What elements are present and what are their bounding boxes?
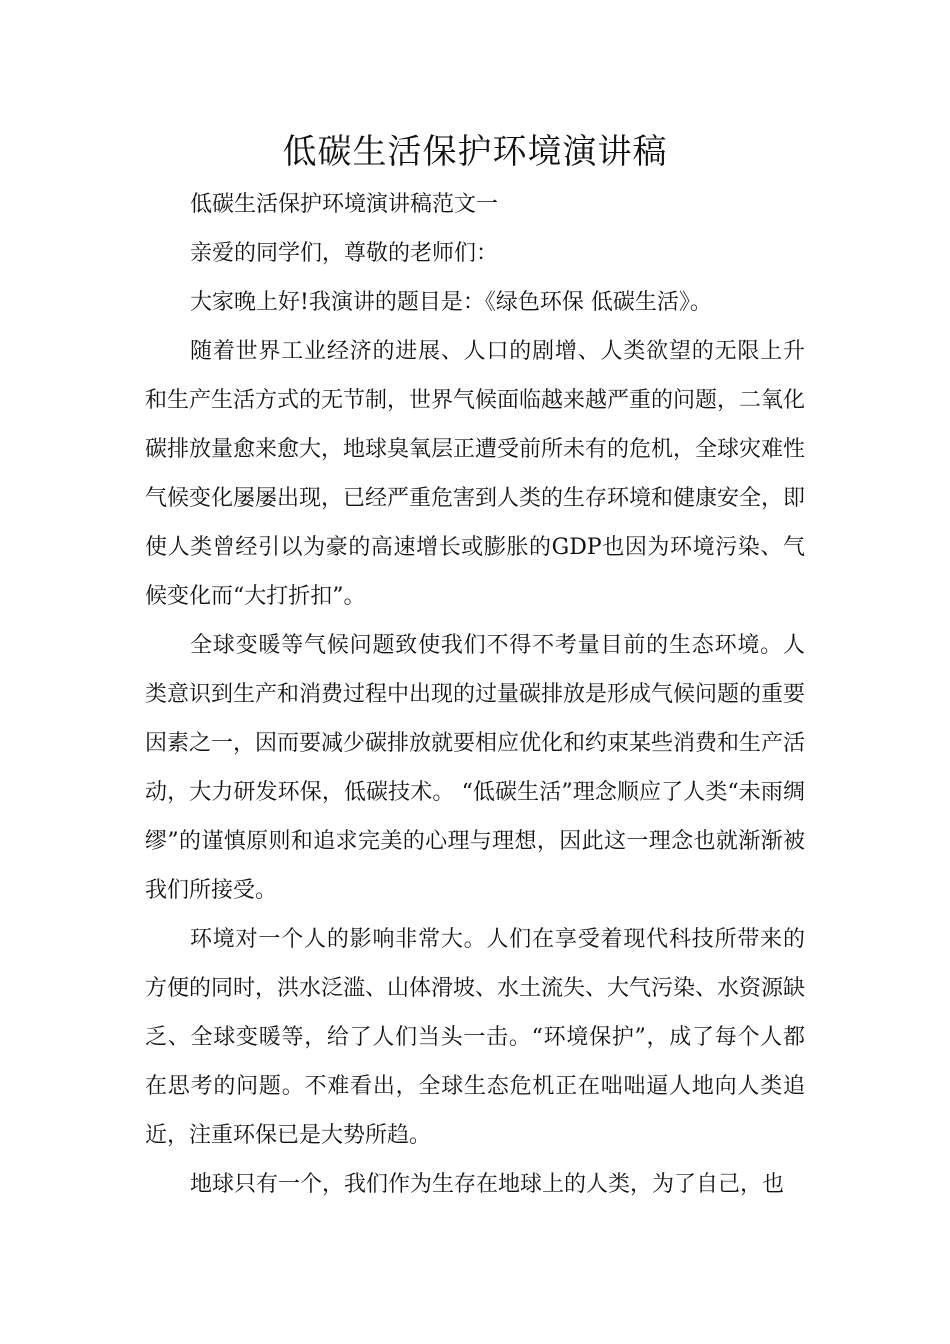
salutation-paragraph: 亲爱的同学们，尊敬的老师们： <box>190 241 499 266</box>
body-paragraph: 环境对一个人的影响非常大。人们在享受着现代科技所带来的方便的同时，洪水泛滥、山体滑坡、水土流失、大气污染、水资源缺乏、全球变暖等，给了人们当头一击。“环境保护”，成了每个人都在思考的问题。不难看出，全球生态危机正在咄咄逼人地向人类追近，注重环保已是大势所趋。 <box>145 927 806 1148</box>
document-body <box>145 180 805 1209</box>
body-paragraph: 地球只有一个，我们作为生存在地球上的人类，为了自己，也 <box>190 1172 785 1197</box>
body-paragraph: 全球变暖等气候问题致使我们不得不考量目前的生态环境。人类意识到生产和消费过程中出现的过量碳排放是形成气候问题的重要因素之一，因而要减少碳排放就要相应优化和约束某些消费和生产活动，大力研发环保，低碳技术。 “低碳生活”理念顺应了人类“未雨绸缪”的谨慎原则和追求完美的心理与理想，因此这一理念也就渐渐被我们所接受。 <box>145 633 806 903</box>
document-title: 低碳生活保护环境演讲稿 <box>282 132 668 172</box>
body-paragraph: 随着世界工业经济的进展、人口的剧增、人类欲望的无限上升和生产生活方式的无节制，世界气候面临越来越严重的问题，二氧化碳排放量愈来愈大，地球臭氧层正遭受前所未有的危机，全球灾难性气候变化屡屡出现，已经严重危害到人类的生存环境和健康安全，即使人类曾经引以为豪的高速增长或膨胀的GDP也因为环境污染、气候变化而“大打折扣”。 <box>145 339 806 609</box>
subtitle-paragraph: 低碳生活保护环境演讲稿范文一 <box>190 192 499 217</box>
greeting-paragraph: 大家晚上好!我演讲的题目是：《绿色环保 低碳生活》。 <box>190 290 712 315</box>
